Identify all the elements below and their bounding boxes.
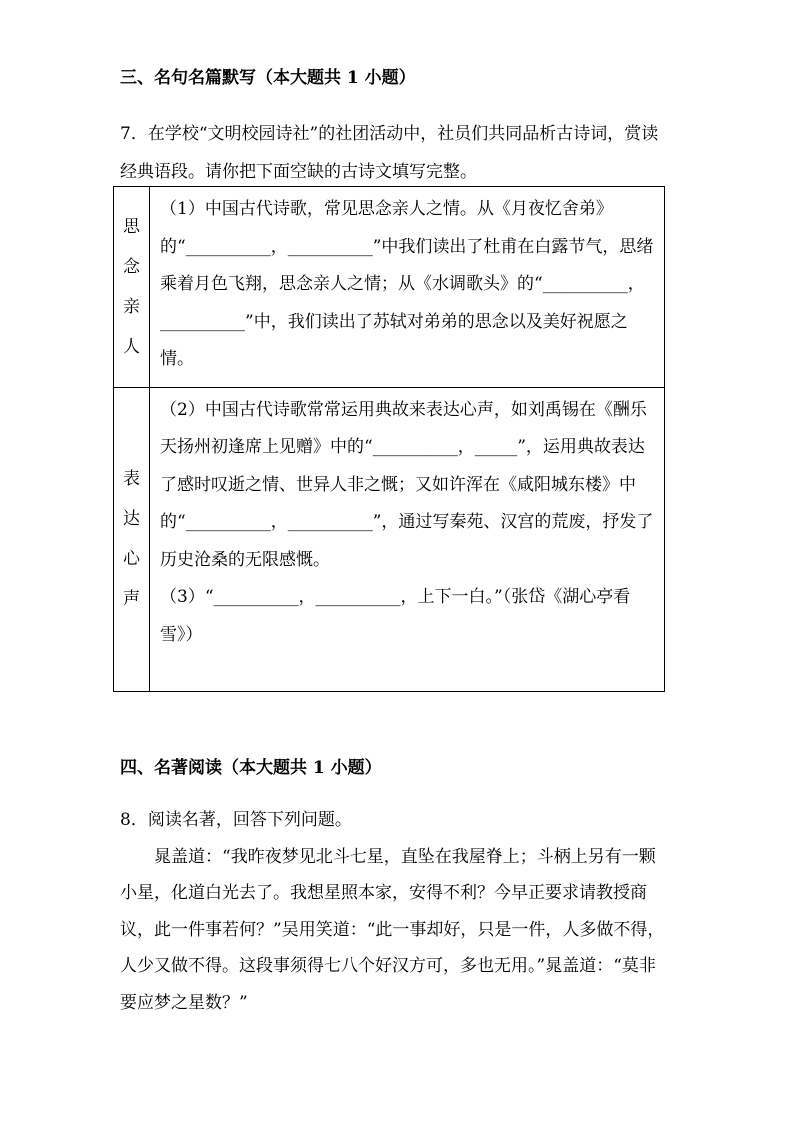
row-label-char: 念 [123, 256, 140, 277]
section-4-heading: 四、名著阅读（本大题共 1 小题） [120, 758, 382, 778]
fill-blank-item-2: （2）中国古代诗歌常常运用典故来表达心声，如刘禹锡在《酬乐天扬州初逢席上见赠》中的“__________，_____”，运用典故表达了感时叹逝之情、世异人非之慨；又如许浑在《咸阳城东楼》中的“__________，__________”，通过写秦苑、汉宫的荒废，抒发了历史沧桑的无限感慨。 [160, 399, 654, 570]
row-label-char: 心 [123, 549, 140, 569]
row-content-missing-family [150, 187, 665, 388]
row-label-express-heart [114, 387, 150, 691]
table-row [114, 187, 665, 388]
row-content-express-heart [150, 387, 665, 691]
row-label-char: 表 [123, 469, 140, 489]
reading-passage: 晁盖道：“我昨夜梦见北斗七星，直坠在我屋脊上；斗柄上另有一颗小星，化道白光去了。我想星照本家，安得不利？今早正要求请教授商议，此一件事若何？”吴用笑道：“此一事却好，只是一件，人多做不得，人少又做不得。这段事须得七八个好汉方可，多也无用。”晁盖道：“莫非要应梦之星数？” [120, 846, 665, 1013]
row-label-char: 声 [123, 589, 140, 609]
fill-blank-item-1: （1）中国古代诗歌，常见思念亲人之情。从《月夜忆舍弟》的“__________，__________”中我们读出了杜甫在白露节气，思绪乘着月色飞翔，思念亲人之情；从《水调歌头》的“__________，__________”中，我们读出了苏轼对弟弟的思念以及美好祝愿之情。 [160, 199, 654, 369]
fill-blank-item-3: （3）“__________，__________，上下一白。”（张岱《湖心亭看雪》） [160, 587, 631, 645]
question-8-intro: 8．阅读名著，回答下列问题。 [120, 810, 352, 830]
table-row [114, 387, 665, 691]
section-3-heading: 三、名句名篇默写（本大题共 1 小题） [120, 68, 416, 88]
poem-fill-table [113, 186, 665, 692]
question-7-intro: 7．在学校“文明校园诗社”的社团活动中，社员们共同品析古诗词，赏读经典语段。请你把下面空缺的古诗文填写完整。 [120, 124, 659, 182]
row-label-missing-family [114, 187, 150, 388]
row-label-char: 达 [123, 509, 140, 529]
row-label-char: 人 [123, 336, 140, 357]
row-label-char: 思 [123, 216, 140, 237]
row-label-char: 亲 [123, 296, 140, 317]
question-8-block [120, 802, 668, 1021]
